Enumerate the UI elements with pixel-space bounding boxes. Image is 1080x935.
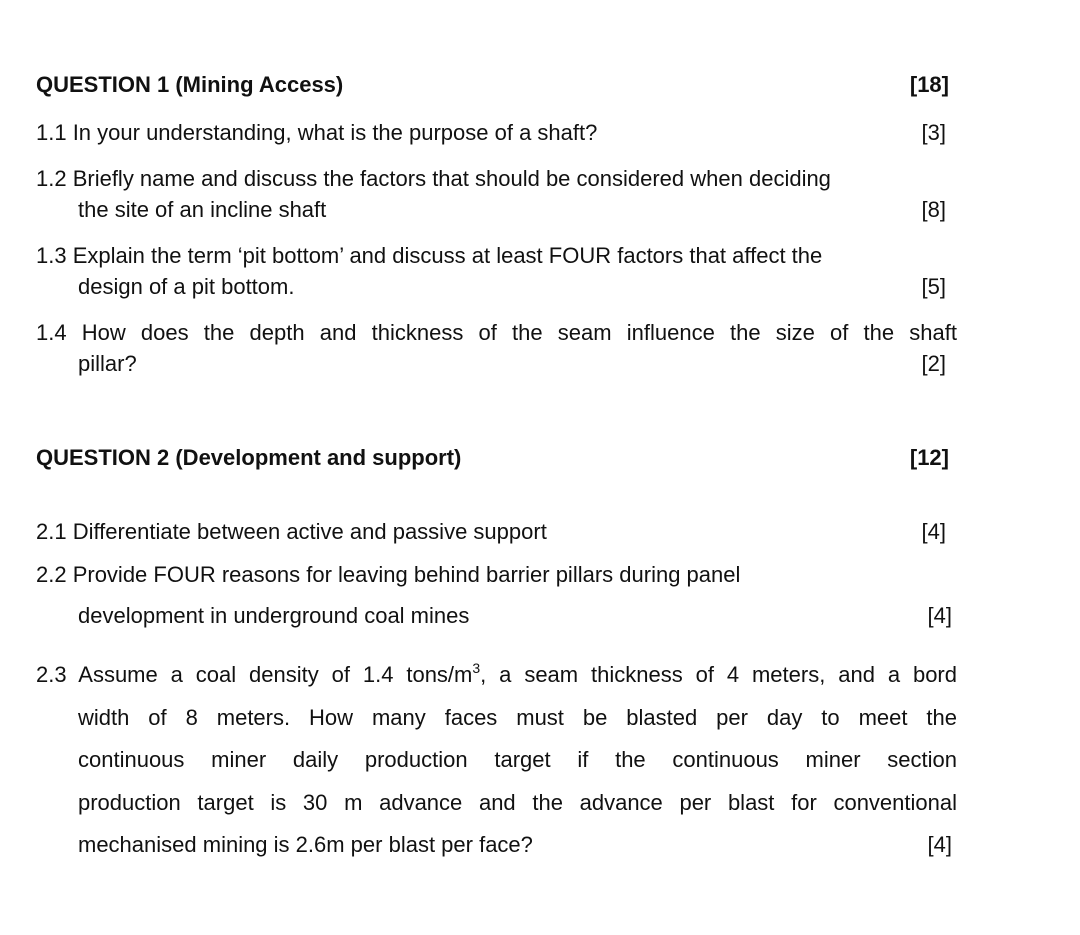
question-2-3-text-line4: production target is 30 m advance and the advance per blast for conventional bbox=[78, 790, 957, 815]
question-2-3-line1-start: 2.3 Assume a coal density of 1.4 tons/m bbox=[36, 662, 473, 687]
question-2-2-text-line2: development in underground coal mines bbox=[78, 603, 470, 628]
question-2-3-text-line3: continuous miner daily production target if the continuous miner section bbox=[78, 747, 957, 772]
question-1-3-text-line1: 1.3 Explain the term ‘pit bottom’ and discuss at least FOUR factors that affect the bbox=[36, 243, 823, 268]
question-1-4-text-line1: 1.4 How does the depth and thickness of the seam influence the size of the shaft bbox=[36, 320, 957, 345]
question-1-3-text-line2: design of a pit bottom. bbox=[78, 274, 295, 299]
question-1-2-text-line2: the site of an incline shaft bbox=[78, 197, 327, 222]
question-1-title: QUESTION 1 (Mining Access) bbox=[36, 72, 344, 97]
question-1-1-marks: [3] bbox=[921, 120, 946, 145]
question-1-4-marks: [2] bbox=[921, 351, 946, 376]
question-2-total-marks: [12] bbox=[909, 445, 949, 470]
question-2-2-marks: [4] bbox=[927, 603, 952, 628]
question-2-title: QUESTION 2 (Development and support) bbox=[36, 445, 462, 470]
question-2-3-text-line2: width of 8 meters. How many faces must be blasted per day to meet the bbox=[78, 705, 957, 730]
question-2-1-marks: [4] bbox=[921, 519, 946, 544]
question-1-1-text: 1.1 In your understanding, what is the purpose of a shaft? bbox=[36, 120, 598, 145]
question-2-3-text-line5: mechanised mining is 2.6m per blast per face? bbox=[78, 832, 533, 857]
question-1-3-marks: [5] bbox=[921, 274, 946, 299]
question-2-2-text-line1: 2.2 Provide FOUR reasons for leaving behind barrier pillars during panel bbox=[36, 562, 741, 587]
question-1-total-marks: [18] bbox=[909, 72, 949, 97]
question-1-2-marks: [8] bbox=[921, 197, 946, 222]
question-2-3-line1-end: , a seam thickness of 4 meters, and a bord bbox=[480, 662, 957, 687]
question-2-3-text-line1 bbox=[36, 662, 957, 688]
question-2-3-line1-superscript: 3 bbox=[472, 660, 481, 676]
question-1-2-text-line1: 1.2 Briefly name and discuss the factors that should be considered when deciding bbox=[36, 166, 831, 191]
question-2-3-marks: [4] bbox=[927, 832, 952, 857]
question-2-1-text: 2.1 Differentiate between active and passive support bbox=[36, 519, 547, 544]
question-1-4-text-line2: pillar? bbox=[78, 351, 137, 376]
